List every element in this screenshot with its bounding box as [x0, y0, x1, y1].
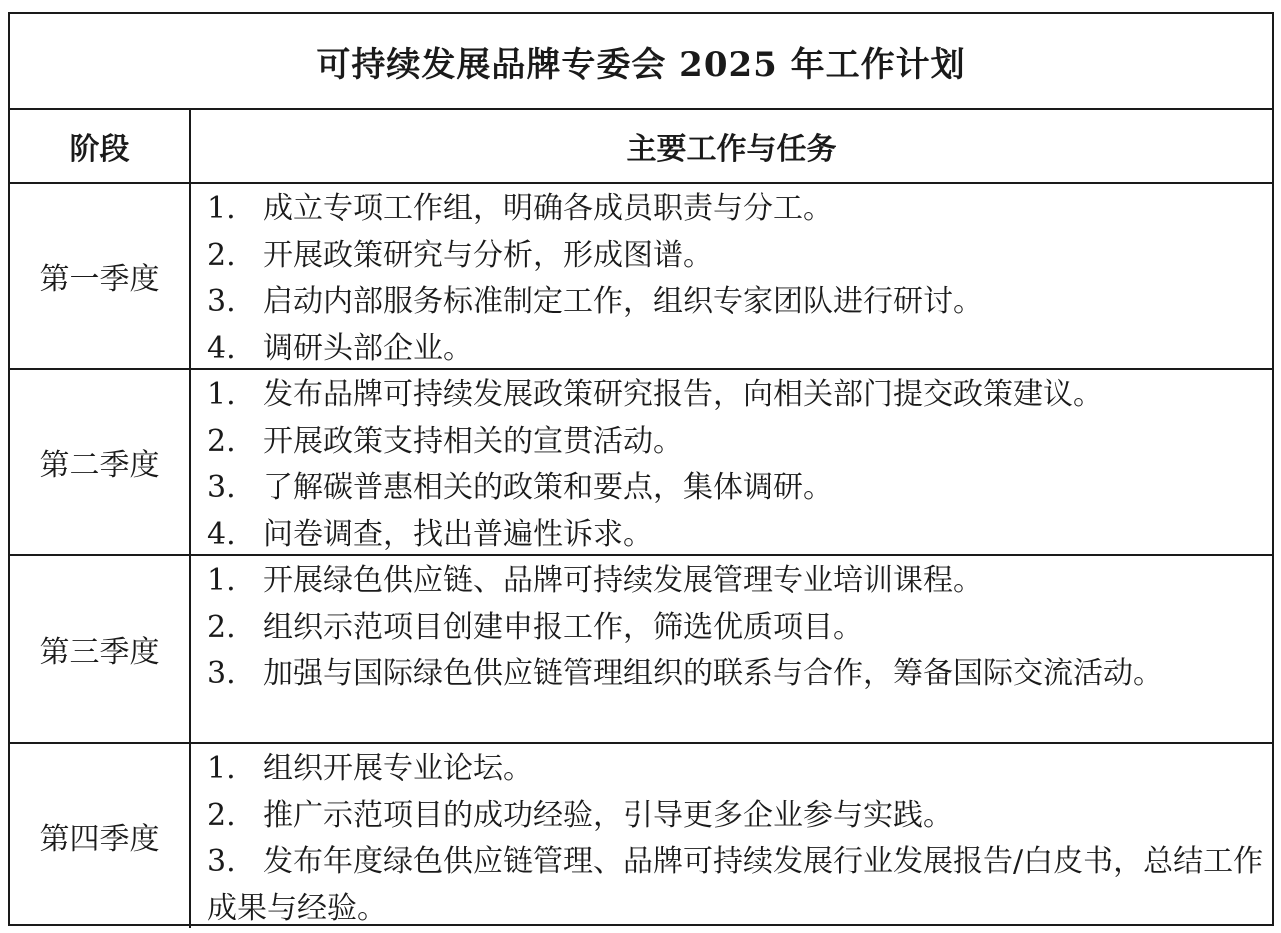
table-row-q2 — [10, 370, 1272, 556]
task-text: 开展绿色供应链、品牌可持续发展管理专业培训课程。 — [263, 563, 983, 598]
task-number: 1. — [207, 191, 236, 226]
task-list — [191, 370, 1272, 554]
task-number: 1. — [207, 377, 236, 412]
table-row-q4 — [10, 744, 1272, 928]
task-number: 2. — [207, 797, 236, 833]
work-plan-table — [8, 12, 1274, 926]
quarter-label: 第二季度 — [10, 370, 191, 554]
task-text: 启动内部服务标准制定工作，组织专家团队进行研讨。 — [263, 284, 983, 319]
task-item — [207, 279, 1264, 326]
task-number: 2. — [207, 237, 236, 273]
task-text: 组织示范项目创建申报工作，筛选优质项目。 — [263, 609, 863, 645]
quarter-label: 第四季度 — [10, 744, 191, 928]
table-row-q3 — [10, 556, 1272, 744]
task-text: 开展政策支持相关的宣贯活动。 — [263, 423, 683, 459]
task-list — [191, 556, 1272, 742]
task-item — [207, 746, 1264, 793]
task-number: 4. — [207, 516, 236, 552]
task-number: 3. — [207, 844, 236, 879]
header-tasks: 主要工作与任务 — [626, 132, 837, 167]
task-item — [207, 465, 1264, 512]
table-header-row — [10, 110, 1272, 184]
task-text: 推广示范项目的成功经验，引导更多企业参与实践。 — [263, 797, 953, 833]
task-item — [207, 186, 1264, 233]
task-number: 4. — [207, 330, 236, 366]
task-text: 加强与国际绿色供应链管理组织的联系与合作，筹备国际交流活动。 — [263, 656, 1163, 691]
task-text: 组织开展专业论坛。 — [263, 751, 533, 786]
task-number: 3. — [207, 656, 236, 691]
task-number: 1. — [207, 751, 236, 786]
task-number: 1. — [207, 563, 236, 598]
task-item — [207, 651, 1264, 698]
task-text: 发布品牌可持续发展政策研究报告，向相关部门提交政策建议。 — [263, 377, 1103, 412]
task-number: 3. — [207, 284, 236, 319]
task-item — [207, 326, 1264, 373]
table-title: 可持续发展品牌专委会 2025 年工作计划 — [10, 14, 1272, 110]
task-item — [207, 372, 1264, 419]
task-number: 2. — [207, 609, 236, 645]
task-text: 开展政策研究与分析，形成图谱。 — [263, 237, 713, 273]
task-item — [207, 793, 1264, 840]
quarter-label: 第一季度 — [10, 184, 191, 368]
task-list — [191, 744, 1272, 928]
task-item — [207, 839, 1264, 932]
task-text: 调研头部企业。 — [263, 330, 473, 366]
task-text: 问卷调查，找出普遍性诉求。 — [263, 516, 653, 552]
task-text: 成立专项工作组，明确各成员职责与分工。 — [263, 191, 833, 226]
table-row-q1 — [10, 184, 1272, 370]
task-list — [191, 184, 1272, 368]
header-stage: 阶段 — [10, 110, 191, 182]
task-text: 了解碳普惠相关的政策和要点，集体调研。 — [263, 470, 833, 505]
task-item — [207, 419, 1264, 466]
task-item — [207, 233, 1264, 280]
task-number: 2. — [207, 423, 236, 459]
task-text: 发布年度绿色供应链管理、品牌可持续发展行业发展报告/白皮书，总结工作成果与经验。 — [207, 844, 1264, 926]
quarter-label: 第三季度 — [10, 556, 191, 742]
task-item — [207, 558, 1264, 605]
task-item — [207, 512, 1264, 559]
task-item — [207, 605, 1264, 652]
task-number: 3. — [207, 470, 236, 505]
